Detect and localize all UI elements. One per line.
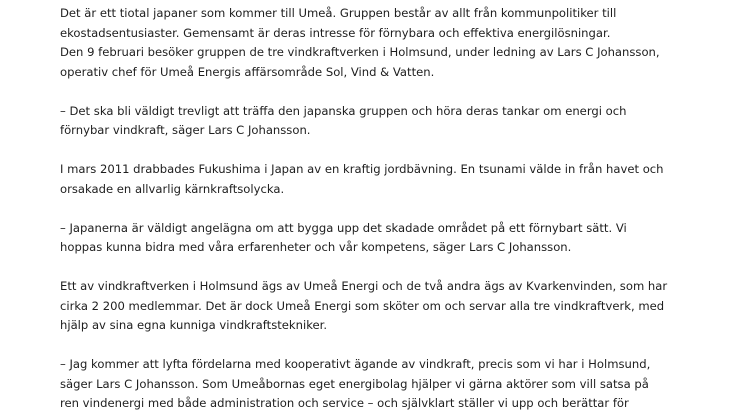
- paragraph: [60, 160, 690, 199]
- text-line: hjälp av sina egna kunniga vindkraftstekniker.: [60, 318, 328, 332]
- text-line: Det är ett tiotal japaner som kommer till Umeå. Gruppen består av allt från kommunpolitiker till: [60, 6, 617, 20]
- paragraph: [60, 277, 690, 336]
- text-line: I mars 2011 drabbades Fukushima i Japan av en kraftig jordbävning. En tsunami välde in från havet och: [60, 162, 664, 176]
- text-line: – Jag kommer att lyfta fördelarna med kooperativt ägande av vindkraft, precis som vi har i Holmsund,: [60, 357, 651, 371]
- text-line: ekostadsentusiaster. Gemensamt är deras intresse för förnybara och effektiva energilösningar.: [60, 25, 611, 40]
- text-line: hoppas kunna bidra med våra erfarenheter och vår kompetens, säger Lars C Johansson.: [60, 240, 572, 254]
- text-line: Den 9 februari besöker gruppen de tre vindkraftverken i Holmsund, under ledning av Lars C Johansson,: [60, 45, 660, 59]
- paragraph: [60, 4, 690, 82]
- text-line: orsakade en allvarlig kärnkraftsolycka.: [60, 181, 285, 196]
- text-line: ren vindenergi med både administration och service – och självklart ställer vi upp och berättar för: [60, 396, 629, 410]
- article-body: [60, 4, 690, 419]
- text-line: cirka 2 200 medlemmar. Det är dock Umeå Energi som sköter om och servar alla tre vindkraftverk, med: [60, 298, 665, 313]
- text-line: – Japanerna är väldigt angelägna om att bygga upp det skadade området på ett förnybart sätt. Vi: [60, 220, 627, 235]
- text-line: säger Lars C Johansson. Som Umeåbornas eget energibolag hjälper vi gärna aktörer som vill satsa på: [60, 376, 649, 391]
- paragraph: [60, 219, 690, 258]
- text-line: – Det ska bli väldigt trevligt att träffa den japanska gruppen och höra deras tankar om energi och: [60, 103, 627, 118]
- paragraph: [60, 355, 690, 414]
- paragraph: [60, 102, 690, 141]
- text-line: Ett av vindkraftverken i Holmsund ägs av Umeå Energi och de två andra ägs av Kvarkenvinden, som har: [60, 279, 668, 293]
- text-line: förnybar vindkraft, säger Lars C Johansson.: [60, 123, 311, 137]
- text-line: operativ chef för Umeå Energis affärsområde Sol, Vind & Vatten.: [60, 64, 435, 79]
